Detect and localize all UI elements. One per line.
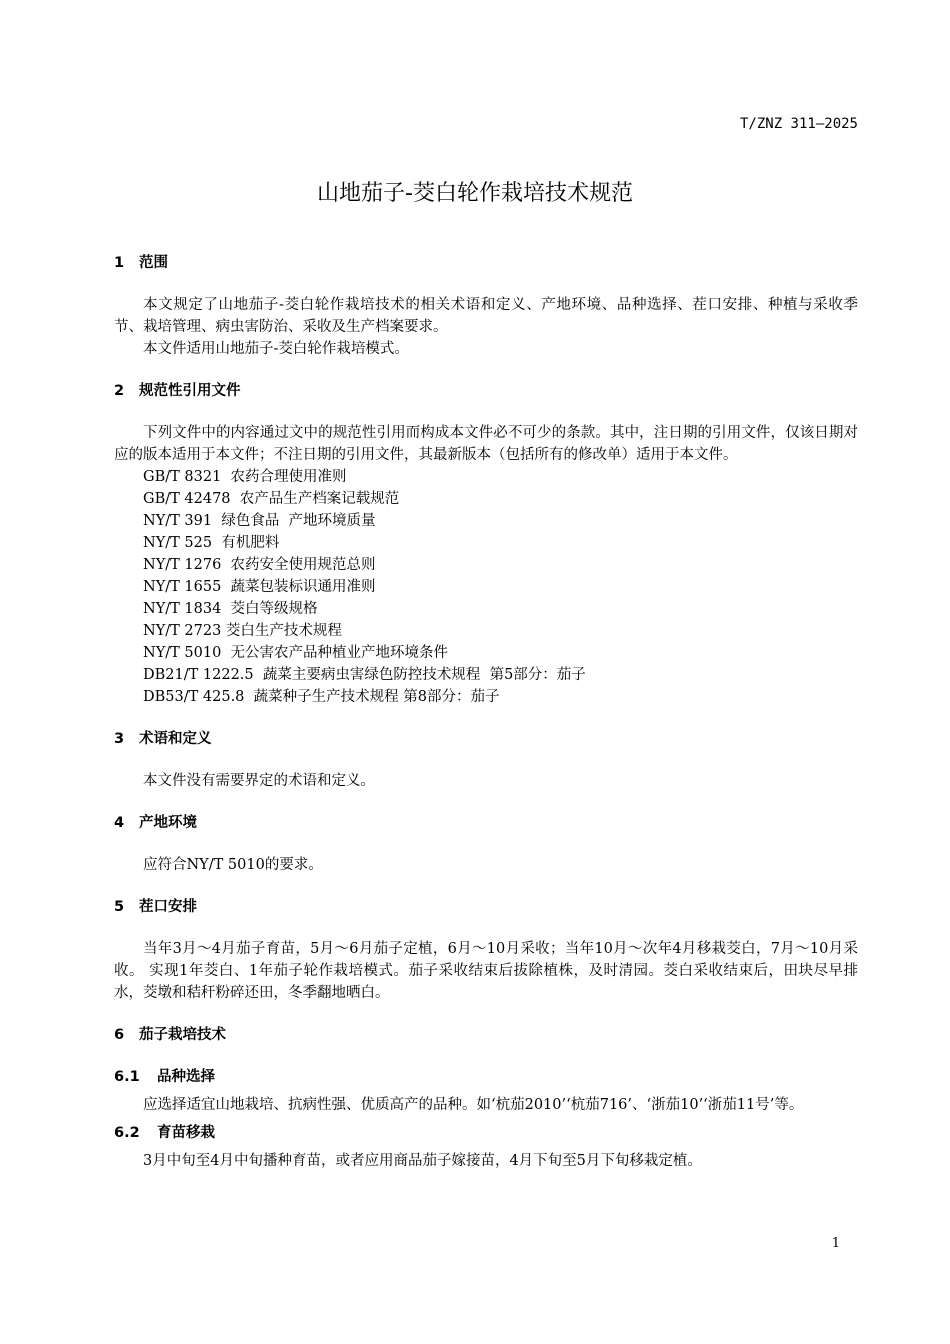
reference-item: DB21/T 1222.5 蔬菜主要病虫害绿色防控技术规程 第5部分：茄子 bbox=[143, 667, 586, 683]
paragraph: 本文件适用山地茄子-茭白轮作栽培模式。 bbox=[143, 341, 409, 357]
section-title: 产地环境 bbox=[139, 815, 197, 831]
paragraph: 本文规定了山地茄子-茭白轮作栽培技术的相关术语和定义、产地环境、品种选择、茬口安排、种植与采收季节、栽培管理、病虫害防治、采收及生产档案要求。 bbox=[114, 297, 858, 335]
paragraph: 应符合NY/T 5010的要求。 bbox=[143, 857, 323, 873]
reference-item: NY/T 525 有机肥料 bbox=[143, 535, 280, 551]
paragraph: 应选择适宜山地栽培、抗病性强、优质高产的品种。如‘杭茄2010’‘杭茄716’、‘浙茄10’‘浙茄11号’等。 bbox=[143, 1097, 804, 1113]
section-title: 茄子栽培技术 bbox=[139, 1027, 226, 1043]
section-title: 规范性引用文件 bbox=[139, 383, 241, 399]
reference-item: DB53/T 425.8 蔬菜种子生产技术规程 第8部分：茄子 bbox=[143, 689, 500, 705]
paragraph: 当年3月～4月茄子育苗，5月～6月茄子定植，6月～10月采收；当年10月～次年4月移栽茭白，7月～10月采收。 实现1年茭白、1年茄子轮作栽培模式。茄子采收结束后拔除植株，及时清园。茭白采收结束后，田块尽早排水，茭墩和秸秆粉碎还田，冬季翻地晒白。 bbox=[114, 941, 858, 1001]
section-heading-environment bbox=[114, 812, 858, 834]
reference-item: GB/T 42478 农产品生产档案记载规范 bbox=[143, 491, 400, 507]
standard-code: T/ZNZ 311—2025 bbox=[739, 116, 858, 132]
section-title: 茬口安排 bbox=[139, 899, 197, 915]
section-title: 范围 bbox=[139, 255, 168, 271]
subsection-heading-variety bbox=[114, 1066, 858, 1088]
page-number: 1 bbox=[831, 1236, 840, 1251]
paragraph: 3月中旬至4月中旬播种育苗，或者应用商品茄子嫁接苗，4月下旬至5月下旬移栽定植。 bbox=[143, 1153, 702, 1169]
reference-item: NY/T 5010 无公害农产品种植业产地环境条件 bbox=[143, 645, 449, 661]
section-number: 6.1 bbox=[114, 1069, 140, 1085]
section-title: 品种选择 bbox=[157, 1069, 215, 1085]
section-heading-terms bbox=[114, 728, 858, 750]
section-heading-rotation bbox=[114, 896, 858, 918]
paragraph: 下列文件中的内容通过文中的规范性引用而构成本文件必不可少的条款。其中，注日期的引用文件，仅该日期对应的版本适用于本文件；不注日期的引用文件，其最新版本（包括所有的修改单）适用于本文件。 bbox=[114, 425, 858, 463]
section-number: 1 bbox=[114, 255, 125, 271]
section-number: 3 bbox=[114, 731, 125, 747]
section-heading-eggplant bbox=[114, 1024, 858, 1046]
section-number: 2 bbox=[114, 383, 125, 399]
section-number: 5 bbox=[114, 899, 125, 915]
section-title: 育苗移栽 bbox=[157, 1125, 215, 1141]
section-heading-scope bbox=[114, 252, 858, 274]
reference-item: NY/T 1276 农药安全使用规范总则 bbox=[143, 557, 376, 573]
reference-item: NY/T 2723 茭白生产技术规程 bbox=[143, 623, 342, 639]
subsection-heading-seedling bbox=[114, 1122, 858, 1144]
section-number: 6 bbox=[114, 1027, 125, 1043]
section-heading-normative-refs bbox=[114, 380, 858, 402]
reference-item: GB/T 8321 农药合理使用准则 bbox=[143, 469, 347, 485]
paragraph: 本文件没有需要界定的术语和定义。 bbox=[143, 773, 375, 789]
document-body bbox=[114, 252, 858, 1172]
reference-item: NY/T 1655 蔬菜包装标识通用准则 bbox=[143, 579, 376, 595]
reference-item: NY/T 391 绿色食品 产地环境质量 bbox=[143, 513, 376, 529]
reference-item: NY/T 1834 茭白等级规格 bbox=[143, 601, 318, 617]
section-number: 6.2 bbox=[114, 1125, 140, 1141]
document-title: 山地茄子-茭白轮作栽培技术规范 bbox=[317, 181, 633, 206]
section-title: 术语和定义 bbox=[139, 731, 212, 747]
section-number: 4 bbox=[114, 815, 125, 831]
